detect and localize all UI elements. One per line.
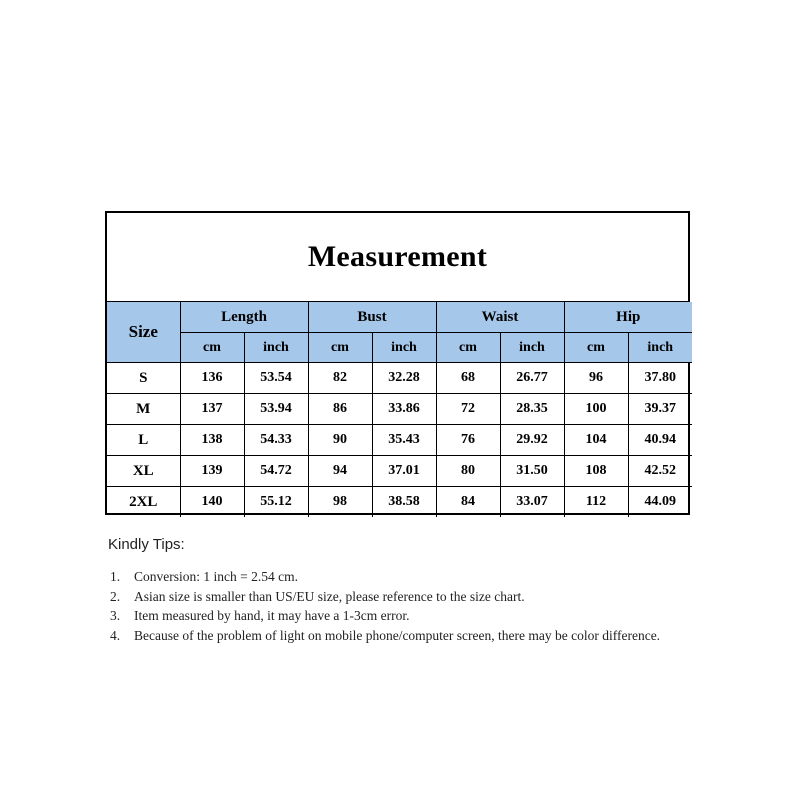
table-cell: 112 (564, 487, 628, 518)
chart-title: Measurement (307, 240, 488, 273)
table-row (107, 425, 692, 456)
table-cell: 29.92 (500, 425, 564, 456)
size-column-header: Size (107, 302, 180, 363)
table-cell: 80 (436, 456, 500, 487)
table-cell: 26.77 (500, 363, 564, 394)
tip-number: 2. (110, 588, 121, 604)
unit-header: inch (372, 333, 436, 363)
tip-number: 1. (110, 569, 121, 584)
table-cell: 53.54 (244, 363, 308, 394)
table-cell: 33.07 (500, 487, 564, 518)
table-cell: 100 (564, 394, 628, 425)
unit-header: cm (308, 333, 372, 363)
unit-header: inch (244, 333, 308, 363)
table-cell: 140 (180, 487, 244, 518)
size-cell: XL (107, 456, 180, 487)
table-cell: 139 (180, 456, 244, 487)
size-cell: M (107, 394, 180, 425)
size-cell: 2XL (107, 487, 180, 518)
unit-header: cm (436, 333, 500, 363)
table-cell: 31.50 (500, 456, 564, 487)
size-cell: S (107, 363, 180, 394)
table-cell: 98 (308, 487, 372, 518)
group-header-bust: Bust (308, 302, 436, 333)
table-cell: 33.86 (372, 394, 436, 425)
group-header-waist: Waist (436, 302, 564, 333)
title-area (107, 213, 688, 302)
table-cell: 32.28 (372, 363, 436, 394)
table-cell: 42.52 (628, 456, 692, 487)
table-cell: 54.33 (244, 425, 308, 456)
table-cell: 40.94 (628, 425, 692, 456)
table-cell: 37.01 (372, 456, 436, 487)
unit-row (107, 333, 692, 363)
table-cell: 82 (308, 363, 372, 394)
table-cell: 72 (436, 394, 500, 425)
tip-text: Conversion: 1 inch = 2.54 cm. (134, 569, 298, 584)
unit-header: cm (180, 333, 244, 363)
tip-text: Asian size is smaller than US/EU size, please reference to the size chart. (134, 588, 525, 604)
table-cell: 84 (436, 487, 500, 518)
table-row (107, 363, 692, 394)
table-cell: 35.43 (372, 425, 436, 456)
table-cell: 37.80 (628, 363, 692, 394)
table-cell: 86 (308, 394, 372, 425)
table-cell: 136 (180, 363, 244, 394)
table-cell: 96 (564, 363, 628, 394)
table-cell: 68 (436, 363, 500, 394)
list-item (108, 606, 698, 626)
group-header-hip: Hip (564, 302, 692, 333)
table-cell: 44.09 (628, 487, 692, 518)
table-cell: 104 (564, 425, 628, 456)
table-row (107, 456, 692, 487)
tips-heading: Kindly Tips: (108, 536, 185, 553)
table-cell: 94 (308, 456, 372, 487)
table-cell: 55.12 (244, 487, 308, 518)
table-cell: 108 (564, 456, 628, 487)
table-cell: 90 (308, 425, 372, 456)
list-item (108, 626, 698, 646)
tips-section (108, 536, 698, 645)
table-cell: 53.94 (244, 394, 308, 425)
tip-number: 3. (110, 608, 121, 623)
list-item (108, 587, 698, 607)
group-header-length: Length (180, 302, 308, 333)
unit-header: cm (564, 333, 628, 363)
size-chart (105, 211, 690, 515)
table-cell: 28.35 (500, 394, 564, 425)
size-cell: L (107, 425, 180, 456)
table-cell: 138 (180, 425, 244, 456)
unit-header: inch (628, 333, 692, 363)
tip-text: Item measured by hand, it may have a 1-3cm error. (134, 608, 410, 623)
table-cell: 38.58 (372, 487, 436, 518)
table-cell: 137 (180, 394, 244, 425)
table-row (107, 487, 692, 518)
table-cell: 39.37 (628, 394, 692, 425)
header-row (107, 302, 692, 333)
table-cell: 54.72 (244, 456, 308, 487)
size-table (107, 302, 692, 517)
tip-number: 4. (110, 627, 121, 643)
table-row (107, 394, 692, 425)
unit-header: inch (500, 333, 564, 363)
tips-list (108, 567, 698, 645)
list-item (108, 567, 698, 587)
tip-text: Because of the problem of light on mobile phone/computer screen, there may be color difference. (134, 627, 661, 643)
table-cell: 76 (436, 425, 500, 456)
